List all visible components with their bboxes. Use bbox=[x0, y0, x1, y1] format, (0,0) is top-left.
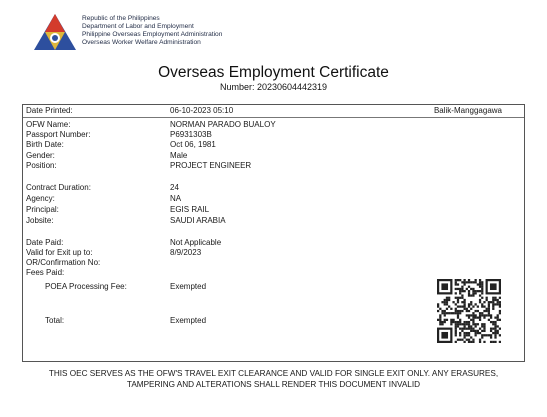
document-title: Overseas Employment Certificate bbox=[158, 64, 389, 81]
birth-date-label: Birth Date: bbox=[26, 140, 64, 149]
processing-fee-label: POEA Processing Fee: bbox=[45, 282, 127, 291]
contract-duration-value: 24 bbox=[170, 183, 179, 192]
agency-value: NA bbox=[170, 194, 182, 203]
certificate-number: Number: 20230604442319 bbox=[219, 82, 328, 92]
qr-code bbox=[437, 279, 501, 343]
birth-date-value: Oct 06, 1981 bbox=[170, 140, 216, 149]
date-printed-label: Date Printed: bbox=[26, 106, 73, 115]
fees-paid-label: Fees Paid: bbox=[26, 268, 65, 277]
passport-number-value: P6931303B bbox=[170, 130, 212, 139]
principal-label: Principal: bbox=[26, 205, 59, 214]
validity-notice-line-1: THIS OEC SERVES AS THE OFW'S TRAVEL EXIT CLEARANCE AND VALID FOR SINGLE EXIT ONLY. ANY ERASURES, bbox=[48, 369, 499, 378]
total-label: Total: bbox=[45, 316, 65, 325]
agency-header bbox=[82, 15, 222, 47]
date-printed-value: 06-10-2023 05:10 bbox=[170, 106, 234, 115]
valid-for-exit-value: 8/9/2023 bbox=[170, 248, 202, 257]
ofw-name-value: NORMAN PARADO BUALOY bbox=[170, 120, 276, 129]
agency-line-dole: Department of Labor and Employment bbox=[82, 23, 194, 30]
validity-notice-line-2: TAMPERING AND ALTERATIONS SHALL RENDER THIS DOCUMENT INVALID bbox=[126, 380, 421, 389]
agency-label: Agency: bbox=[26, 194, 55, 203]
certificate-details-box bbox=[22, 104, 525, 362]
agency-line-republic: Republic of the Philippines bbox=[82, 15, 160, 22]
date-paid-value: Not Applicable bbox=[170, 238, 222, 247]
gender-value: Male bbox=[170, 151, 188, 160]
total-value: Exempted bbox=[170, 316, 207, 325]
jobsite-label: Jobsite: bbox=[26, 216, 54, 225]
position-value: PROJECT ENGINEER bbox=[170, 161, 252, 170]
agency-line-owwa: Overseas Worker Welfare Administration bbox=[82, 39, 201, 46]
principal-value: EGIS RAIL bbox=[170, 205, 210, 214]
contract-duration-label: Contract Duration: bbox=[26, 183, 91, 192]
or-confirmation-label: OR/Confirmation No: bbox=[26, 258, 101, 267]
exit-category: Balik-Manggagawa bbox=[433, 106, 502, 115]
date-paid-label: Date Paid: bbox=[26, 238, 64, 247]
poea-logo bbox=[32, 12, 78, 52]
ofw-name-label: OFW Name: bbox=[26, 120, 71, 129]
gender-label: Gender: bbox=[26, 151, 55, 160]
date-printed-row bbox=[23, 105, 524, 118]
processing-fee-value: Exempted bbox=[170, 282, 207, 291]
jobsite-value: SAUDI ARABIA bbox=[170, 216, 226, 225]
valid-for-exit-label: Valid for Exit up to: bbox=[26, 248, 93, 257]
agency-line-poea: Philippine Overseas Employment Administration bbox=[82, 31, 223, 38]
validity-notice bbox=[0, 368, 547, 390]
passport-number-label: Passport Number: bbox=[26, 130, 91, 139]
position-label: Position: bbox=[26, 161, 57, 170]
